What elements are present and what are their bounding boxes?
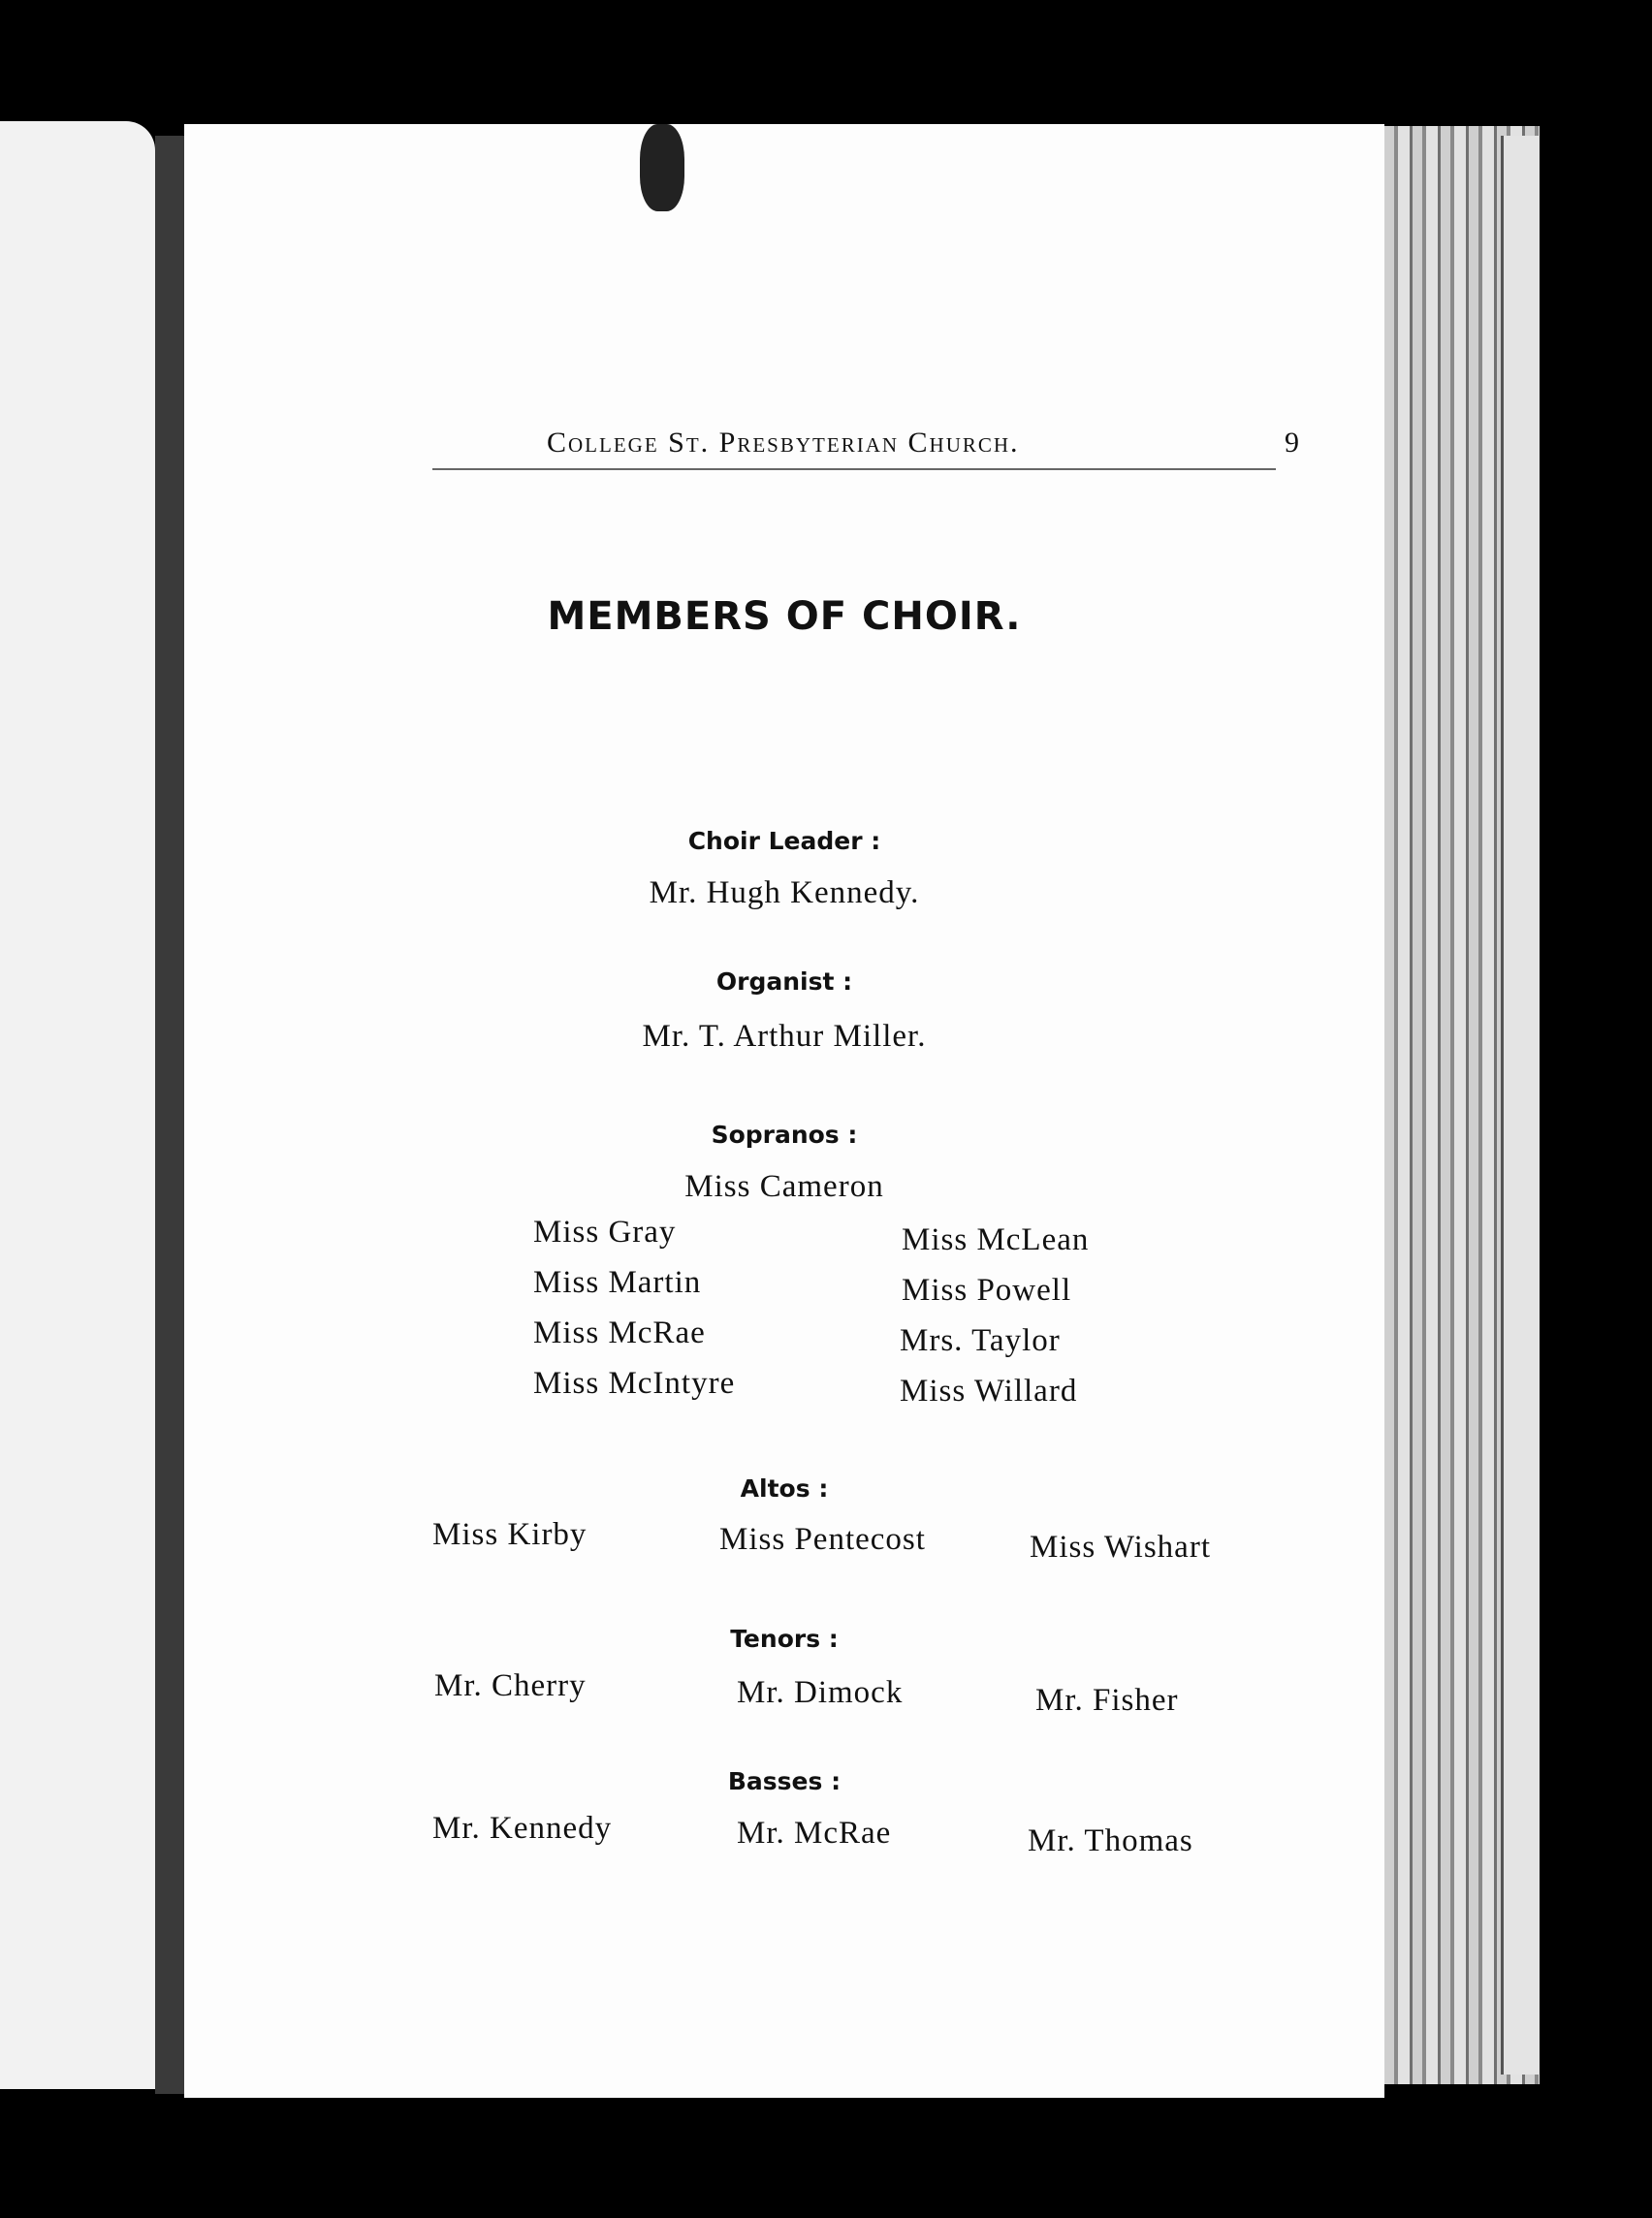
altos-label: Altos bbox=[740, 1474, 810, 1503]
facing-page bbox=[0, 121, 155, 2089]
book-spine bbox=[155, 136, 184, 2094]
book-cover-edge bbox=[1501, 136, 1539, 2075]
colon: : bbox=[847, 1121, 858, 1149]
soprano-lead-name: Miss Cameron bbox=[684, 1169, 884, 1204]
choir-leader-heading bbox=[184, 827, 1384, 855]
colon: : bbox=[831, 1767, 842, 1795]
header-rule bbox=[432, 468, 1276, 470]
bass-name: Mr. McRae bbox=[737, 1816, 892, 1851]
tenor-name: Mr. Fisher bbox=[1035, 1683, 1179, 1718]
organist-heading bbox=[184, 967, 1384, 996]
choir-leader-name: Mr. Hugh Kennedy. bbox=[649, 875, 920, 910]
basses-label: Basses bbox=[727, 1767, 823, 1795]
page-title: MEMBERS OF CHOIR. bbox=[547, 594, 1022, 639]
tenor-name: Mr. Cherry bbox=[434, 1668, 587, 1703]
page-blemish bbox=[640, 124, 684, 211]
soprano-name: Mrs. Taylor bbox=[900, 1323, 1061, 1358]
sopranos-label: Sopranos bbox=[711, 1121, 840, 1149]
soprano-name: Miss Gray bbox=[533, 1215, 677, 1250]
soprano-name: Miss McIntyre bbox=[533, 1366, 736, 1401]
tenors-label: Tenors bbox=[730, 1625, 821, 1653]
soprano-name: Miss Willard bbox=[900, 1374, 1078, 1409]
bass-name: Mr. Thomas bbox=[1028, 1823, 1193, 1858]
document-page bbox=[184, 124, 1384, 2098]
organist-label: Organist bbox=[715, 967, 835, 996]
colon: : bbox=[871, 827, 881, 855]
soprano-name: Miss McLean bbox=[902, 1222, 1090, 1257]
soprano-name: Miss McRae bbox=[533, 1315, 706, 1350]
basses-heading bbox=[184, 1767, 1384, 1795]
page-number: 9 bbox=[1285, 427, 1301, 459]
choir-leader-label: Choir Leader bbox=[687, 827, 863, 855]
bass-name: Mr. Kennedy bbox=[432, 1811, 613, 1846]
soprano-name: Miss Martin bbox=[533, 1265, 702, 1300]
tenors-heading bbox=[184, 1625, 1384, 1653]
colon: : bbox=[842, 967, 853, 996]
alto-name: Miss Kirby bbox=[432, 1517, 588, 1552]
sopranos-heading bbox=[184, 1121, 1384, 1149]
alto-name: Miss Pentecost bbox=[719, 1522, 926, 1557]
colon: : bbox=[828, 1625, 839, 1653]
colon: : bbox=[818, 1474, 829, 1503]
organist-name: Mr. T. Arthur Miller. bbox=[642, 1019, 927, 1054]
tenor-name: Mr. Dimock bbox=[737, 1675, 904, 1710]
altos-heading bbox=[184, 1474, 1384, 1503]
running-title: College St. Presbyterian Church. bbox=[547, 427, 1020, 459]
alto-name: Miss Wishart bbox=[1030, 1530, 1211, 1565]
soprano-name: Miss Powell bbox=[902, 1273, 1072, 1308]
